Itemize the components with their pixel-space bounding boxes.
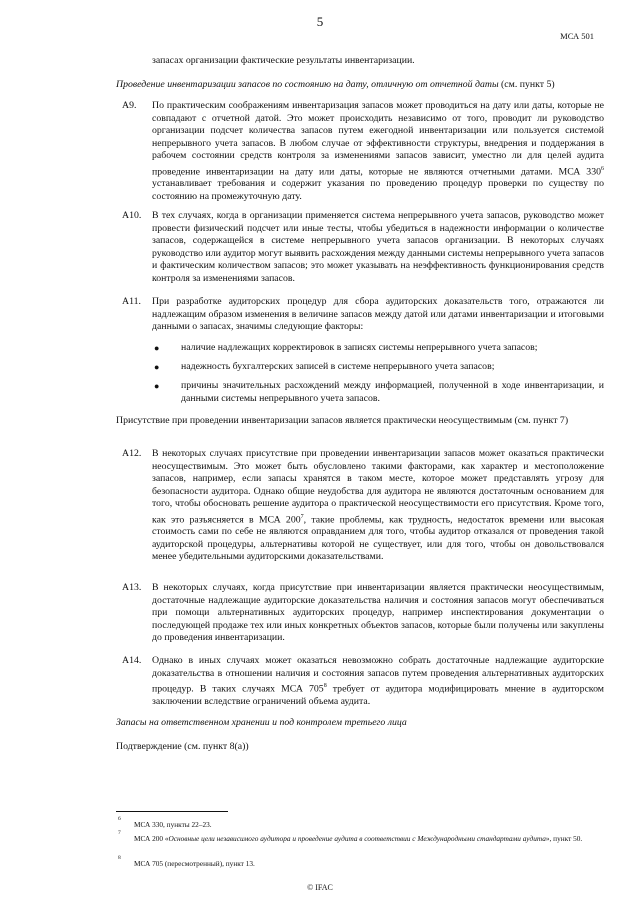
footnote-text: МСА 200 « — [134, 834, 169, 843]
copyright-footer: © IFAC — [307, 883, 333, 892]
paragraph-text: По практическим соображениям инвентаризация запасов может проводиться на дату или даты, которые не совпадают с отчетной датой. Это может происходить независимо от того, проводит ли руководство организации подсчет количества запасов путем ежегодной инвентаризации или пользуется системой непрерывного учета запасов. В любом случае от эффективности структуры, внедрения и поддержания в рабочем состоянии средств контроля за изменениями запасов зависит, уместно ли для целей аудита проведение инвентаризации на дату или даты, которые не являются отчетными датами. МСА 330 — [152, 100, 604, 177]
bullet-icon: ● — [154, 362, 160, 372]
paragraph-label-a9: A9. — [122, 100, 137, 111]
footnote-ref: 7 — [300, 513, 304, 520]
paragraph-a12 — [152, 448, 604, 564]
paragraph-text: требует от аудитора модифицировать мнение в аудиторском заключении вследствие ограничений объема аудита. — [152, 683, 604, 707]
footnote-7 — [134, 833, 604, 844]
paragraph-label-a10: A10. — [122, 210, 142, 221]
page-number: 5 — [316, 14, 324, 29]
footnote-8: МСА 705 (пересмотренный), пункт 13. — [134, 859, 255, 868]
footnote-ref: 8 — [323, 683, 327, 689]
footnote-number: 8 — [118, 855, 121, 861]
heading-italic-text: Проведение инвентаризации запасов по состоянию на дату, отличную от отчетной даты — [116, 79, 499, 90]
heading-reference: (см. пункт 5) — [498, 79, 555, 90]
paragraph-label-a11: A11. — [122, 296, 141, 307]
section-heading-attendance: Присутствие при проведении инвентаризации запасов является практически неосуществимым (см. пункт 7) — [116, 415, 569, 426]
paragraph-a13: В некоторых случаях, когда присутствие при инвентаризации является практически неосуществимым, достаточные надлежащие аудиторские доказательства наличия и состояния запасов могут обеспечиваться при помощи альтернативных аудиторских процедур, например инспектирования документации о последующей продаже тех или иных конкретных объектов запасов, которые были получены или закуплены до проведения инвентаризации. — [152, 582, 604, 643]
paragraph-a11: При разработке аудиторских процедур для сбора аудиторских доказательств того, отражаются ли надлежащим образом изменения в величине запасов между датой или датами инвентаризации и итоговыми данными о запасах, значимы следующие факторы: — [152, 296, 604, 332]
footnote-ref: 6 — [601, 165, 604, 172]
section-heading-third-party: Запасы на ответственном хранении и под контролем третьего лица — [116, 717, 407, 728]
footnote-number: 6 — [118, 816, 121, 822]
paragraph-text: , такие проблемы, как трудность, недостаток времени или высокая стоимость сами по себе не являются оправданием для того, чтобы аудитор отказался от проведения такой аудиторской процедуры, альтернативы которой не существует, или для того, чтобы он довольствовался менее убедительными аудиторскими доказательствами. — [152, 513, 604, 563]
bullet-item: наличие надлежащих корректировок в записях системы непрерывного учета запасов; — [181, 342, 538, 353]
footnote-6: МСА 330, пункты 22–23. — [134, 820, 212, 829]
bullet-item: причины значительных расхождений между информацией, полученной в ходе инвентаризации, и данными системы непрерывного учета запасов. — [181, 380, 604, 404]
bullet-item: надежность бухгалтерских записей в системе непрерывного учета запасов; — [181, 361, 495, 372]
paragraph-label-a12: A12. — [122, 448, 142, 459]
paragraph-a14 — [152, 655, 604, 708]
subsection-heading-confirmation: Подтверждение (см. пункт 8(a)) — [116, 741, 249, 752]
paragraph-a10: В тех случаях, когда в организации применяется система непрерывного учета запасов, руководство может провести физический подсчет или иные тесты, чтобы убедиться в надежности информации о количестве запасов, содержащейся в системе непрерывного учета запасов организации. В некоторых случаях руководство или аудитор могут выявить расхождения между данными системы непрерывного учета запасов и фактическим количеством запасов; это может указывать на неэффективность функционирования средств контроля за изменениями запасов. — [152, 210, 604, 284]
paragraph-label-a14: A14. — [122, 655, 142, 666]
document-code: МСА 501 — [560, 31, 594, 41]
footnote-italic-title: Основные цели независимого аудитора и проведение аудита в соответствии с Международными стандартами аудита — [168, 834, 546, 843]
paragraph-label-a13: A13. — [122, 582, 142, 593]
footnote-number: 7 — [118, 830, 121, 836]
bullet-icon: ● — [154, 343, 160, 353]
paragraph-text: Однако в иных случаях может оказаться невозможно собрать достаточные надлежащие аудиторские доказательства в отношении наличия и состояния запасов путем проведения альтернативных аудиторских процедур. В таких случаях МСА 705 — [152, 655, 604, 695]
footnote-divider — [116, 811, 228, 812]
intro-line: запасах организации фактические результаты инвентаризации. — [152, 55, 415, 66]
bullet-icon: ● — [154, 381, 160, 391]
section-heading-inventory-date — [116, 79, 616, 92]
paragraph-a9 — [152, 100, 604, 203]
paragraph-text: В некоторых случаях присутствие при проведении инвентаризации запасов может оказаться практически неосуществимым. Это может быть обусловлено такими факторами, как характер и местоположение запасов, например, если запасы хранятся в таком месте, которое может представлять угрозу для безопасности аудитора. Однако общие неудобства для аудитора не являются достаточным основанием для того, чтобы обосновать решение аудитора о практической неосуществимости его присутствия. Кроме того, как это разъясняется в МСА 200 — [152, 448, 604, 525]
footnote-text: », пункт 50. — [545, 834, 583, 843]
paragraph-text: устанавливает требования и содержит указания по проведению процедур проверки по существу по состоянию на промежуточную дату. — [152, 178, 604, 202]
